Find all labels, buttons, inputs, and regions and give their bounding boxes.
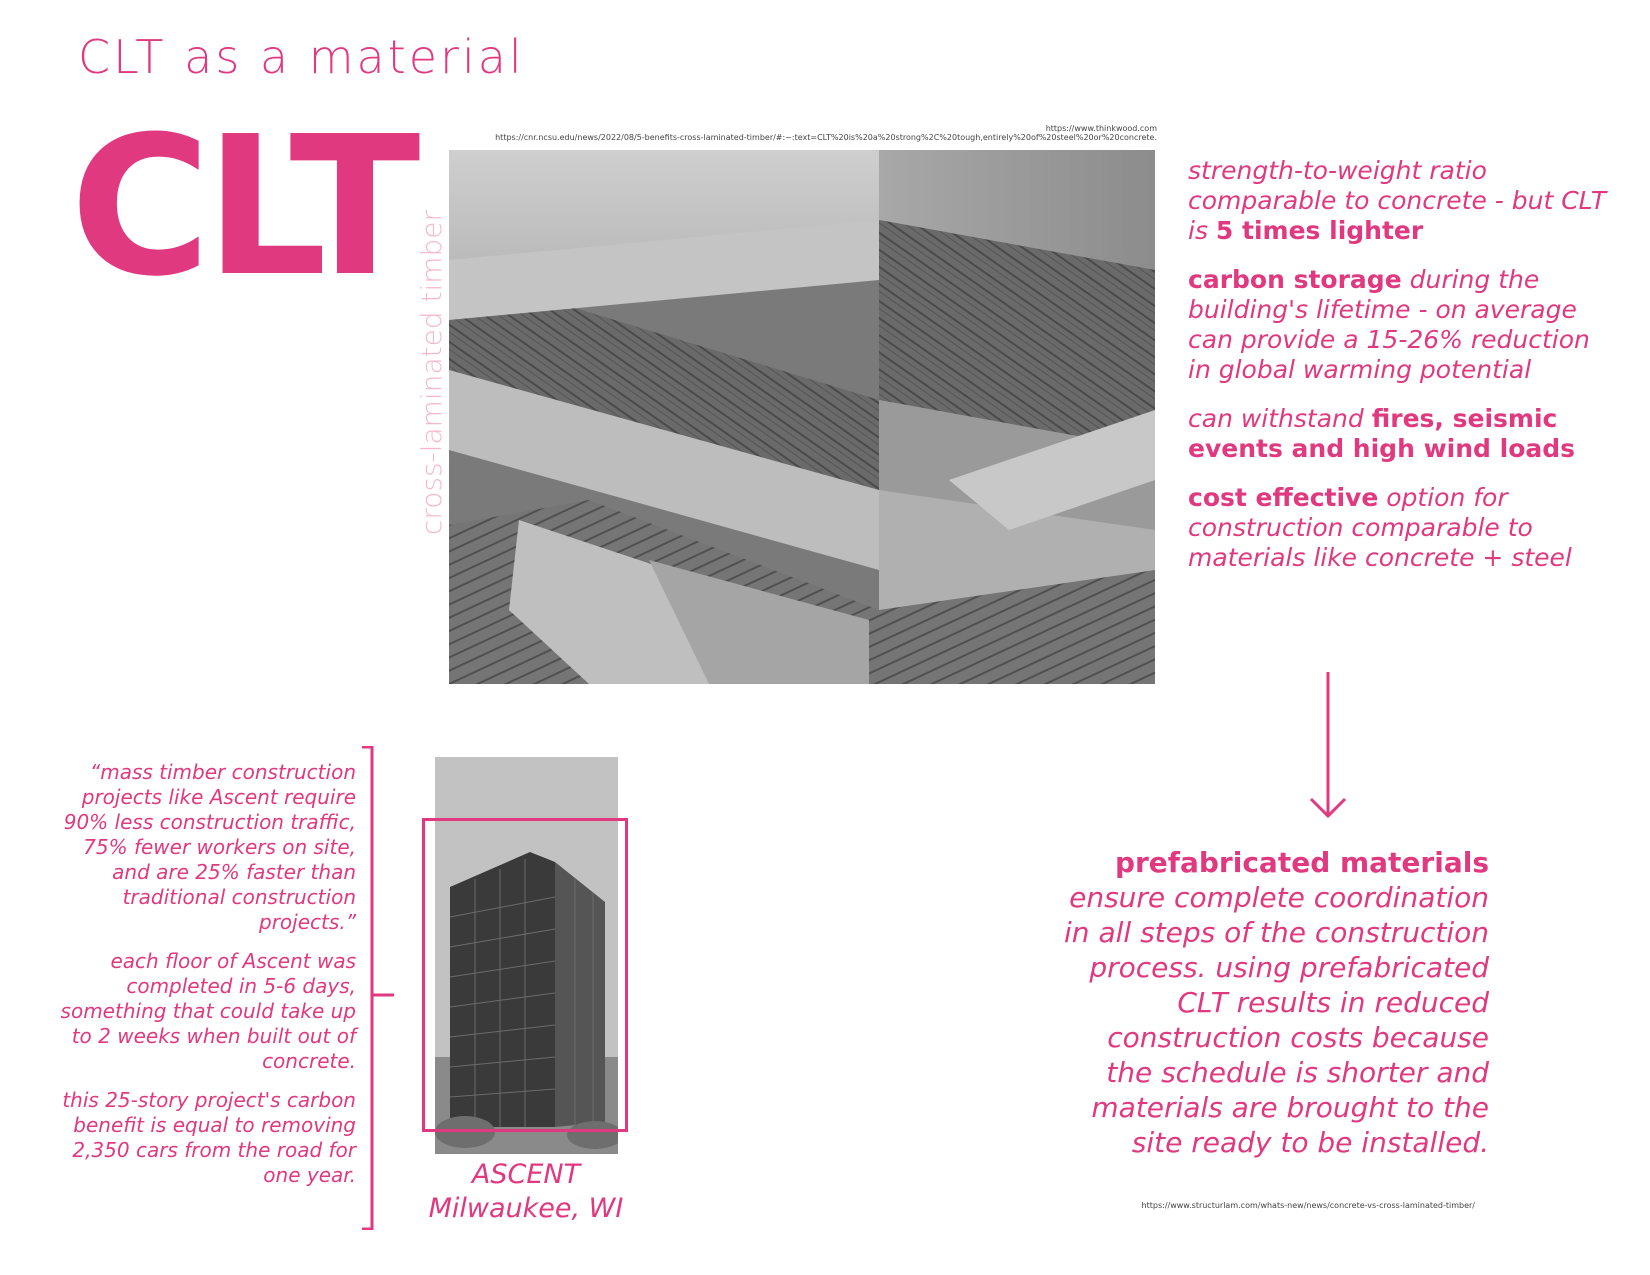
ascent-caption [420, 1158, 632, 1226]
clt-full-name: cross-laminated timber [415, 209, 448, 535]
benefit-resilience: can withstand fires, seismic events and high wind loads [1188, 404, 1576, 463]
benefit-cost: cost effective option for construction comparable to materials like concrete + steel [1188, 483, 1572, 572]
prefab-paragraph [1059, 845, 1489, 1160]
ascent-caption-name: ASCENT [471, 1159, 581, 1190]
source-url-ncsu[interactable]: https://cnr.ncsu.edu/news/2022/08/5-benefits-cross-laminated-timber/#:~:text=CLT%20is%20a%20strong%2C%20tough,entirely%20of%20steel%20or%20concrete. [495, 133, 1157, 142]
ascent-quote: “mass timber construction projects like Ascent require 90% less construction traffic, 75% fewer workers on site, and are 25% faster than traditional construction projects.” [63, 760, 356, 934]
ascent-floors: each floor of Ascent was completed in 5-6 days, something that could take up to 2 weeks when built out of concrete. [60, 949, 356, 1073]
benefit-carbon: carbon storage during the building's lifetime - on average can provide a 15-26% reduction in global warming potential [1188, 265, 1590, 384]
clt-panels-photo [449, 150, 1155, 684]
page-title: CLT as a material [78, 30, 525, 84]
arrow-down-icon [1308, 672, 1348, 822]
bracket-connector [362, 746, 394, 1230]
prefab-heading: prefabricated materials [1114, 846, 1489, 879]
clt-heading: CLT [70, 96, 415, 319]
tower-highlight-frame [422, 818, 628, 1132]
ascent-caption-place: Milwaukee, WI [428, 1193, 624, 1224]
prefab-body: ensure complete coordination in all steps of the construction process. using prefabricated CLT results in reduced construction costs because the schedule is shorter and materials are brought to the site ready to be installed. [1064, 881, 1489, 1159]
source-url-thinkwood[interactable]: https://www.thinkwood.com [1045, 124, 1157, 133]
ascent-carbon: this 25-story project's carbon benefit is equal to removing 2,350 cars from the road for one year. [62, 1088, 356, 1187]
benefits-list [1188, 156, 1618, 592]
clt-panels-illustration [449, 150, 1155, 684]
source-url-structurlam[interactable]: https://www.structurlam.com/whats-new/news/concrete-vs-cross-laminated-timber/ [1141, 1201, 1475, 1210]
ascent-facts [60, 760, 356, 1202]
benefit-strength: strength-to-weight ratio comparable to concrete - but CLT is 5 times lighter [1188, 156, 1607, 245]
